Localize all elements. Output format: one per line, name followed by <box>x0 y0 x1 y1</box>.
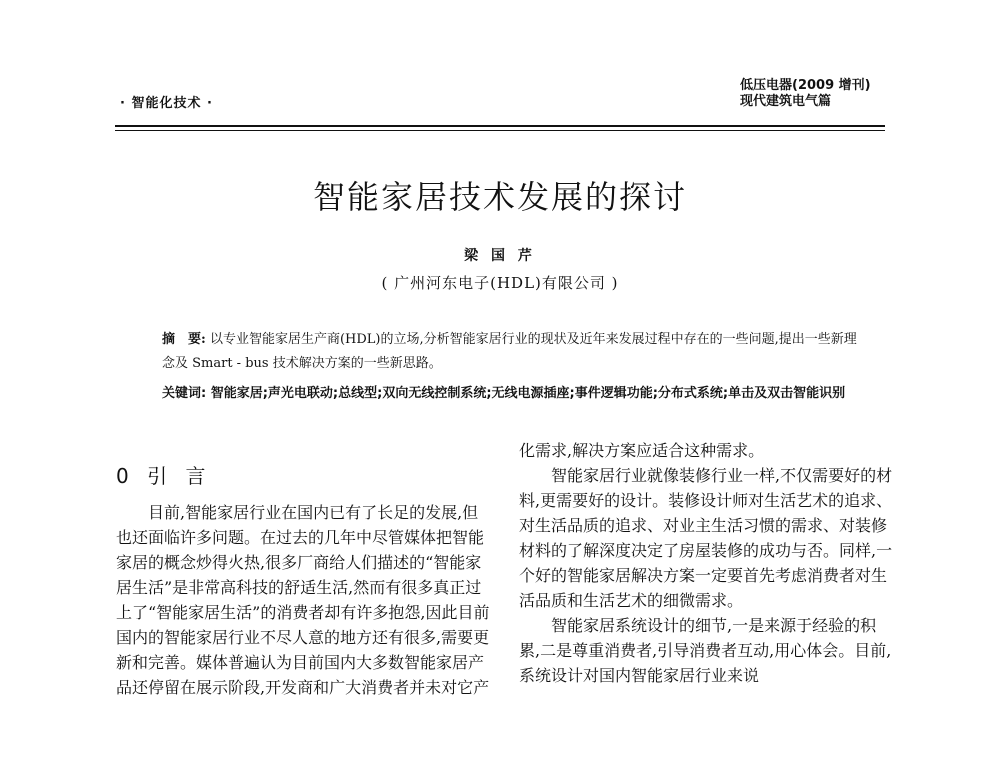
abstract-text: 以专业智能家居生产商(HDL)的立场,分析智能家居行业的现状及近年来发展过程中存在的一些问题,提出一些新理念及 Smart - bus 技术解决方案的一些新思路。 <box>162 332 857 371</box>
paragraph: 智能家居行业就像装修行业一样,不仅需要好的材料,更需要好的设计。装修设计师对生活艺术的追求、对生活品质的追求、对业主生活习惯的需求、对装修材料的了解深度决定了房屋装修的成功与否。同样,一个好的智能家居解决方案一定要首先考虑消费者对生活品质和生活艺术的细微需求。 <box>519 466 893 610</box>
header-rule-thin <box>115 130 885 131</box>
keywords-label: 关键词: <box>162 386 207 401</box>
section-title: 引 言 <box>147 464 212 488</box>
section-tag: · 智能化技术 · <box>120 96 213 111</box>
body-column-left <box>116 500 494 700</box>
abstract-label: 摘 要: <box>162 332 206 347</box>
paragraph: 智能家居系统设计的细节,一是来源于经验的积累,二是尊重消费者,引导消费者互动,用心体会。目前,系统设计对国内智能家居行业来说 <box>519 616 892 685</box>
author-name: 梁 国 芹 <box>464 248 536 264</box>
section-heading <box>116 460 211 489</box>
section-number: 0 <box>116 464 135 488</box>
header-rule-thick <box>115 125 885 127</box>
keywords <box>162 383 862 405</box>
journal-name: 低压电器(2009 增刊) <box>740 78 871 93</box>
article-title: 智能家居技术发展的探讨 <box>312 178 687 216</box>
abstract <box>162 328 862 376</box>
author-affiliation: ( 广州河东电子(HDL)有限公司 ) <box>381 274 619 292</box>
keywords-text: 智能家居;声光电联动;总线型;双向无线控制系统;无线电源插座;事件逻辑功能;分布式系统;单击及双击智能识别 <box>210 386 846 401</box>
paragraph: 目前,智能家居行业在国内已有了长足的发展,但也还面临许多问题。在过去的几年中尽管媒体把智能家居的概念炒得火热,很多厂商给人们描述的“智能家居生活”是非常高科技的舒适生活,然而有很多真正过上了“智能家居生活”的消费者却有许多抱怨,因此目前国内的智能家居行业不尽人意的地方还有很多,需要更新和完善。媒体普遍认为目前国内大多数智能家居产品还停留在展示阶段,开发商和广大消费者并未对它产 <box>116 503 490 697</box>
journal-info <box>740 78 871 110</box>
paragraph: 化需求,解决方案应适合这种需求。 <box>519 441 765 460</box>
journal-subsection: 现代建筑电气篇 <box>740 94 832 109</box>
body-column-right <box>519 438 897 688</box>
